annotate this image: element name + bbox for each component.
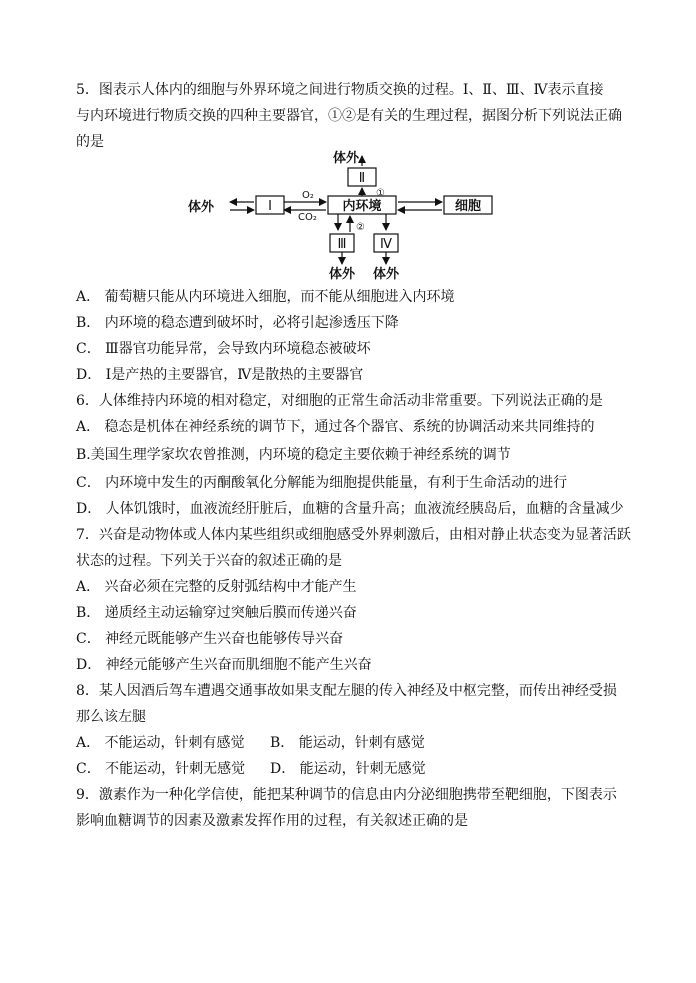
q5-option-b: B． 内环境的稳态遭到破坏时，必将引起渗透压下降 — [76, 315, 399, 331]
q6-option-c: C． 内环境中发生的丙酮酸氧化分解能为细胞提供能量，有利于生命活动的进行 — [76, 475, 568, 491]
process-1-label: ① — [376, 188, 385, 199]
o2-label: O₂ — [302, 190, 314, 201]
box-IV-label: Ⅳ — [380, 237, 392, 252]
q5-option-d: D． Ⅰ是产热的主要器官，Ⅳ是散热的主要器官 — [76, 367, 364, 383]
q7-stem-line-2: 状态的过程。下列关于兴奋的叙述正确的是 — [76, 553, 342, 569]
q5-stem-line-3: 的是 — [76, 134, 104, 150]
q7-stem-line-1: 7．兴奋是动物体或人体内某些组织或细胞感受外界刺激后，由相对静止状态变为显著活跃 — [76, 527, 631, 543]
box-II-label: Ⅱ — [358, 171, 366, 186]
q5-option-c: C． Ⅲ器官功能异常，会导致内环境稳态被破坏 — [76, 341, 371, 357]
q8-option-d: D． 能运动，针刺无感觉 — [270, 761, 426, 777]
cell-label: 细胞 — [454, 199, 482, 214]
bottom-left-outside-label: 体外 — [328, 267, 356, 282]
q5-stem-line-1: 5．图表示人体内的细胞与外界环境之间进行物质交换的过程。Ⅰ、Ⅱ、Ⅲ、Ⅳ表示直接 — [76, 82, 604, 98]
q6-option-d: D． 人体饥饿时，血液流经肝脏后，血糖的含量升高；血液流经胰岛后，血糖的含量减少 — [76, 501, 624, 517]
box-I-label: Ⅰ — [268, 199, 272, 214]
box-III-label: Ⅲ — [337, 237, 347, 252]
q9-stem-line-1: 9．激素作为一种化学信使，能把某种调节的信息由内分泌细胞携带至靶细胞，下图表示 — [76, 787, 617, 803]
q7-option-a: A． 兴奋必须在完整的反射弧结构中才能产生 — [76, 579, 357, 595]
left-outside-label: 体外 — [188, 200, 215, 215]
q7-option-c: C． 神经元既能够产生兴奋也能够传导兴奋 — [76, 631, 344, 647]
bottom-right-outside-label: 体外 — [372, 267, 400, 282]
q8-option-b: B． 能运动，针刺有感觉 — [270, 735, 425, 751]
process-2-label: ② — [356, 222, 365, 233]
q6-option-a: A． 稳态是机体在神经系统的调节下，通过各个器官、系统的协调活动来共同维持的 — [76, 419, 595, 435]
q8-stem-line-2: 那么该左腿 — [76, 709, 146, 725]
q7-option-b: B． 递质经主动运输穿过突触后膜而传递兴奋 — [76, 605, 357, 621]
internal-environment-label: 内环境 — [342, 199, 382, 214]
q6-option-b: B.美国生理学家坎农曾推测，内环境的稳定主要依赖于神经系统的调节 — [76, 447, 511, 463]
exchange-diagram — [180, 150, 520, 282]
q8-option-a: A． 不能运动，针刺有感觉 — [76, 735, 245, 751]
top-outside-label: 体外 — [332, 151, 360, 166]
q5-stem-line-2: 与内环境进行物质交换的四种主要器官，①②是有关的生理过程，据图分析下列说法正确 — [76, 108, 622, 124]
q6-stem: 6．人体维持内环境的相对稳定，对细胞的正常生命活动非常重要。下列说法正确的是 — [76, 393, 603, 409]
q9-stem-line-2: 影响血糖调节的因素及激素发挥作用的过程，有关叙述正确的是 — [76, 813, 468, 829]
q5-option-a: A． 葡萄糖只能从内环境进入细胞，而不能从细胞进入内环境 — [76, 289, 455, 305]
q8-option-c: C． 不能运动，针刺无感觉 — [76, 761, 246, 777]
q8-stem-line-1: 8．某人因酒后驾车遭遇交通事故如果支配左腿的传入神经及中枢完整，而传出神经受损 — [76, 683, 617, 699]
co2-label: CO₂ — [298, 212, 317, 223]
q7-option-d: D． 神经元能够产生兴奋而肌细胞不能产生兴奋 — [76, 657, 372, 673]
